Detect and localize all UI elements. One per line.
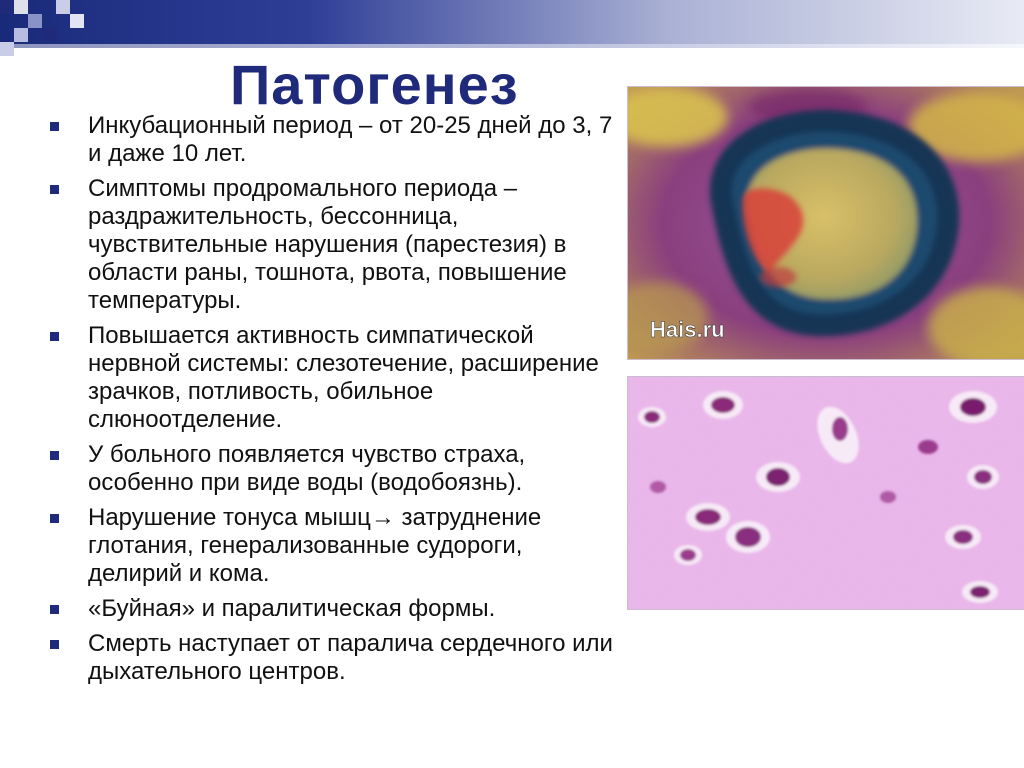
- bullet-text: Симптомы продромального периода – раздражительность, бессонница, чувствительные нарушения (парестезия) в области раны, тошнота, рвота, повышение температуры.: [88, 175, 567, 314]
- bullet-marker: [50, 514, 59, 523]
- list-item: [48, 175, 620, 315]
- bullet-text: «Буйная» и паралитическая формы.: [88, 595, 496, 622]
- bullet-marker: [50, 122, 59, 131]
- bullet-text: Инкубационный период – от 20-25 дней до 3, 7 и даже 10 лет.: [88, 112, 613, 167]
- list-item: [48, 595, 620, 623]
- bullet-text: Повышается активность симпатической нервной системы: слезотечение, расширение зрачков, потливость, обильное слюноотделение.: [88, 322, 599, 433]
- bullet-marker: [50, 640, 59, 649]
- bullet-marker: [50, 451, 59, 460]
- virus-micrograph: [627, 86, 1024, 360]
- list-item: [48, 112, 620, 168]
- bullet-marker: [50, 332, 59, 341]
- bullet-marker: [50, 605, 59, 614]
- bullet-marker: [50, 185, 59, 194]
- bullet-text: У больного появляется чувство страха, особенно при виде воды (водобоязнь).: [88, 441, 526, 496]
- slide-title: Патогенез: [230, 53, 519, 116]
- histology-micrograph: [627, 376, 1024, 610]
- list-item: [48, 630, 620, 686]
- bullet-text: Нарушение тонуса мышц→ затруднение глотания, генерализованные судороги, делирий и кома.: [88, 504, 542, 587]
- decorative-top-band: [0, 0, 1024, 44]
- list-item: [48, 322, 620, 434]
- bullet-list: [48, 112, 620, 693]
- list-item: [48, 441, 620, 497]
- list-item: [48, 504, 620, 588]
- watermark-text: Hais.ru: [650, 317, 725, 342]
- bullet-text: Смерть наступает от паралича сердечного или дыхательного центров.: [88, 630, 613, 685]
